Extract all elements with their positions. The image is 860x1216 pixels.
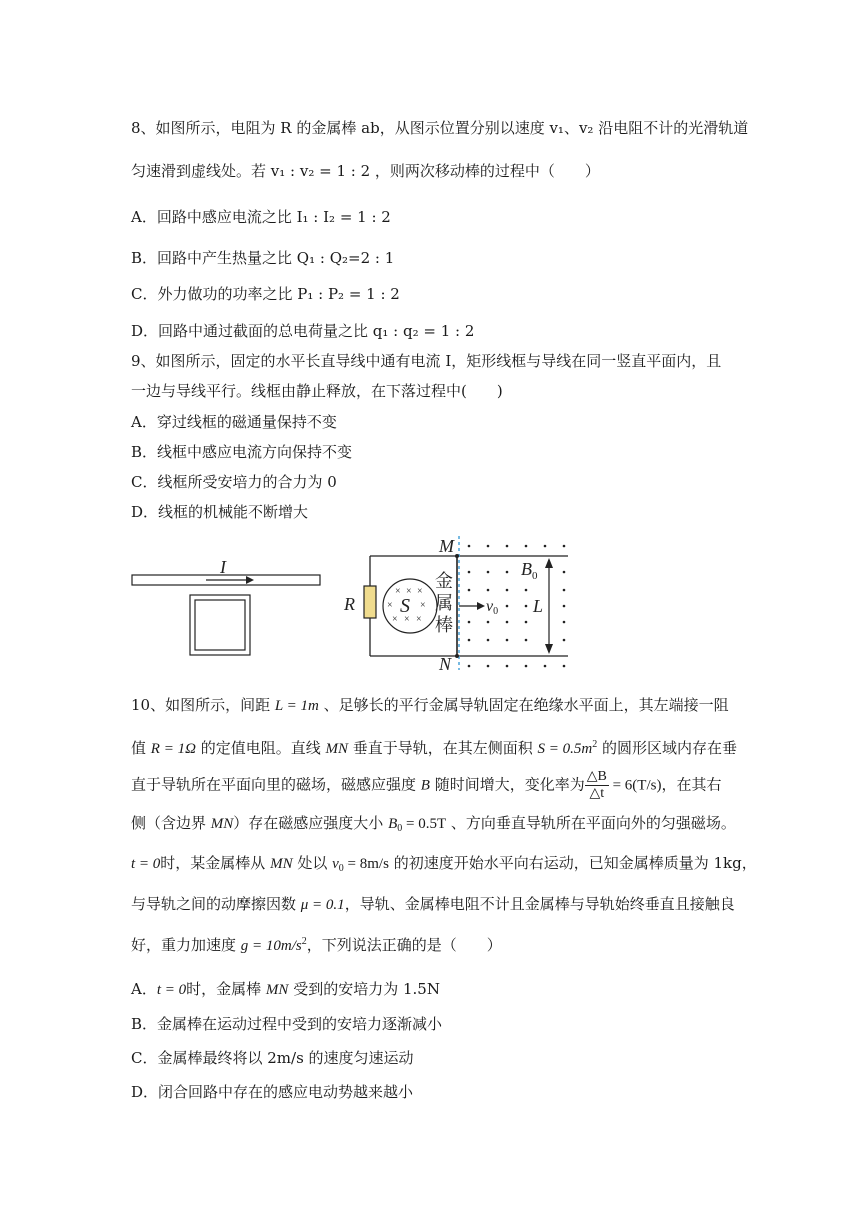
dot-mark: [563, 665, 566, 668]
q10-math: t = 0: [131, 856, 161, 872]
dot-mark: [544, 665, 547, 668]
dot-mark: [506, 589, 509, 592]
dot-mark: [487, 545, 490, 548]
q10-option-b: B．金属棒在运动过程中受到的安培力逐渐减小: [131, 1015, 443, 1033]
q8-stem-line1: 8、如图所示，电阻为 R 的金属棒 ab，从图示位置分别以速度 v₁、v₂ 沿电阻不计的光滑轨道: [131, 119, 749, 137]
q10-text: 与导轨之间的动摩擦因数: [131, 895, 301, 913]
dot-mark: [506, 621, 509, 624]
dot-mark: [525, 639, 528, 642]
q10-text: 垂直于导轨，在其左侧面积: [347, 739, 538, 757]
q10-text: 随时间增大，变化率为: [429, 775, 585, 794]
fraction-numerator: △B: [586, 769, 607, 784]
rod-label-2: 属: [435, 593, 453, 614]
figure-wire-frame: [128, 555, 328, 665]
q10-text: 、足够长的平行金属导轨固定在绝缘水平面上，其左端接一阻: [318, 696, 729, 714]
square-frame-outer: [190, 595, 250, 655]
q10-math-sub: 0: [338, 863, 344, 874]
q10-stem-line5: [131, 852, 757, 874]
q10-math-sup: 2: [301, 936, 307, 947]
q10-math: S = 0.5m: [537, 741, 593, 757]
q10-text: 处以: [292, 854, 333, 872]
q10-stem-line6: [131, 893, 735, 914]
q10-text: 受到的安培力为 1.5N: [288, 980, 440, 998]
q10-text: ，导轨、金属棒电阻不计且金属棒与导轨始终垂直且接触良: [344, 895, 735, 913]
q9-stem-line1: 9、如图所示，固定的水平长直导线中通有电流 I，矩形线框与导线在同一竖直平面内，且: [131, 352, 722, 370]
q10-math: = 8m/s: [343, 856, 389, 872]
cross-mark: ×: [404, 614, 410, 625]
rod-end-top: [455, 554, 459, 558]
q10-text: 、方向垂直导轨所在平面向外的匀强磁场。: [446, 814, 736, 832]
dot-mark: [487, 571, 490, 574]
dot-mark: [487, 621, 490, 624]
q10-stem-line7: [131, 934, 502, 955]
q10-text: 好，重力加速度: [131, 936, 241, 954]
q10-option-d: D．闭合回路中存在的感应电动势越来越小: [131, 1083, 414, 1101]
dot-mark: [525, 605, 528, 608]
velocity-arrowhead: [477, 602, 485, 610]
width-arrowhead-bottom: [545, 644, 553, 654]
q10-text: 的定值电阻。直线: [195, 739, 326, 757]
q9-option-a: A．穿过线框的磁通量保持不变: [131, 413, 337, 431]
dot-mark: [563, 571, 566, 574]
resistor: [364, 586, 376, 618]
dot-mark: [506, 571, 509, 574]
q10-math: MN: [210, 816, 234, 832]
q9-option-c: C．线框所受安培力的合力为 0: [131, 473, 337, 491]
dot-mark: [468, 545, 471, 548]
dot-mark: [525, 665, 528, 668]
q9-option-b: B．线框中感应电流方向保持不变: [131, 443, 353, 461]
dot-mark: [506, 665, 509, 668]
field-b0-label: $B_0$: [521, 559, 538, 582]
rod-label-1: 金: [435, 571, 453, 592]
cross-mark: ×: [392, 614, 398, 625]
dot-mark: [563, 545, 566, 548]
dot-mark: [487, 639, 490, 642]
q10-text: A．: [131, 980, 157, 998]
q10-text: ，下列说法正确的是（ ）: [306, 936, 502, 954]
dot-mark: [487, 665, 490, 668]
cross-mark: ×: [417, 586, 423, 597]
dot-mark: [468, 665, 471, 668]
point-n-label: N: [439, 654, 452, 672]
q10-math-sub: 0: [397, 823, 403, 834]
q10-text: 时，金属棒: [186, 980, 266, 998]
dot-mark: [506, 605, 509, 608]
q9-stem-line2: 一边与导线平行。线框由静止释放，在下落过程中( ): [131, 382, 503, 400]
q10-math: B: [420, 777, 430, 794]
q8-option-a: A．回路中感应电流之比 I₁ : I₂ = 1 : 2: [131, 208, 391, 226]
q8-option-d: D．回路中通过截面的总电荷量之比 q₁ : q₂ = 1 : 2: [131, 322, 475, 340]
square-frame-inner: [195, 600, 245, 650]
cross-mark: ×: [395, 586, 401, 597]
dot-mark: [468, 621, 471, 624]
dot-mark: [563, 639, 566, 642]
q10-math: = 6(T/s): [608, 777, 662, 794]
q10-option-a: [131, 978, 440, 999]
dot-mark: [563, 589, 566, 592]
q9-option-d: D．线框的机械能不断增大: [131, 503, 309, 521]
q10-stem-line1: [131, 694, 729, 715]
q10-text: 10、如图所示，间距: [131, 696, 275, 714]
current-arrowhead: [246, 576, 254, 584]
dot-mark: [468, 639, 471, 642]
cross-mark: ×: [406, 586, 412, 597]
rod-label-3: 棒: [435, 615, 453, 636]
q10-math: MN: [270, 856, 293, 872]
q10-text: ，在其右: [661, 775, 722, 794]
q10-text: 直于导轨所在平面向里的磁场，磁感应强度: [131, 775, 421, 794]
q10-text: 的圆形区域内存在垂: [597, 739, 738, 757]
dot-mark: [563, 621, 566, 624]
dot-mark: [468, 571, 471, 574]
current-label: I: [220, 557, 226, 577]
q10-stem-line4: [131, 812, 736, 834]
area-label: S: [400, 595, 410, 617]
q10-text: 的初速度开始水平向右运动，已知金属棒质量为 1kg，: [388, 854, 757, 872]
q10-math: B: [388, 816, 398, 832]
q10-math: μ = 0.1: [300, 897, 345, 913]
width-arrowhead-top: [545, 558, 553, 568]
dot-mark: [487, 589, 490, 592]
q8-stem-line2: 匀速滑到虚线处。若 v₁ : v₂ = 1 : 2 ，则两次移动棒的过程中（ ）: [131, 162, 600, 180]
dot-mark: [525, 589, 528, 592]
q10-text: 值: [131, 739, 151, 757]
cross-mark: ×: [420, 600, 426, 611]
q10-option-c: C．金属棒最终将以 2m/s 的速度匀速运动: [131, 1049, 414, 1067]
q10-math: t = 0: [156, 982, 187, 998]
width-label: L: [532, 596, 543, 616]
rod-end-bottom: [455, 654, 459, 658]
cross-mark: ×: [416, 614, 422, 625]
q10-text: ）存在磁感应强度大小: [233, 814, 389, 832]
q10-math: MN: [265, 982, 289, 998]
q10-math: MN: [325, 741, 348, 757]
dot-mark: [506, 639, 509, 642]
figure-rails-field: [340, 532, 575, 672]
q10-math: v: [332, 856, 339, 872]
dot-mark: [525, 545, 528, 548]
dot-mark: [544, 545, 547, 548]
q10-text: 侧（含边界: [131, 814, 211, 832]
q8-option-c: C．外力做功的功率之比 P₁ : P₂ = 1 : 2: [131, 285, 400, 303]
dot-mark: [506, 545, 509, 548]
q10-text: 时，某金属棒从: [160, 854, 271, 872]
dot-mark: [468, 589, 471, 592]
velocity-label: v0: [486, 598, 499, 617]
q10-math: = 0.5T: [402, 816, 447, 832]
q8-option-b: B．回路中产生热量之比 Q₁ : Q₂=2 : 1: [131, 249, 395, 267]
q10-fraction: [585, 769, 609, 802]
q10-math: L = 1m: [274, 698, 319, 714]
q10-math: g = 10m/s: [240, 938, 302, 954]
dot-mark: [563, 605, 566, 608]
point-m-label: M: [439, 536, 454, 556]
q10-math-sup: 2: [592, 739, 598, 750]
resistor-label: R: [344, 594, 355, 614]
q10-stem-line2: [131, 737, 737, 758]
dot-mark: [525, 621, 528, 624]
fraction-denominator: △t: [589, 786, 605, 801]
cross-mark: ×: [387, 600, 393, 611]
q10-math: R = 1Ω: [150, 741, 196, 757]
q10-stem-line3: [131, 769, 721, 802]
